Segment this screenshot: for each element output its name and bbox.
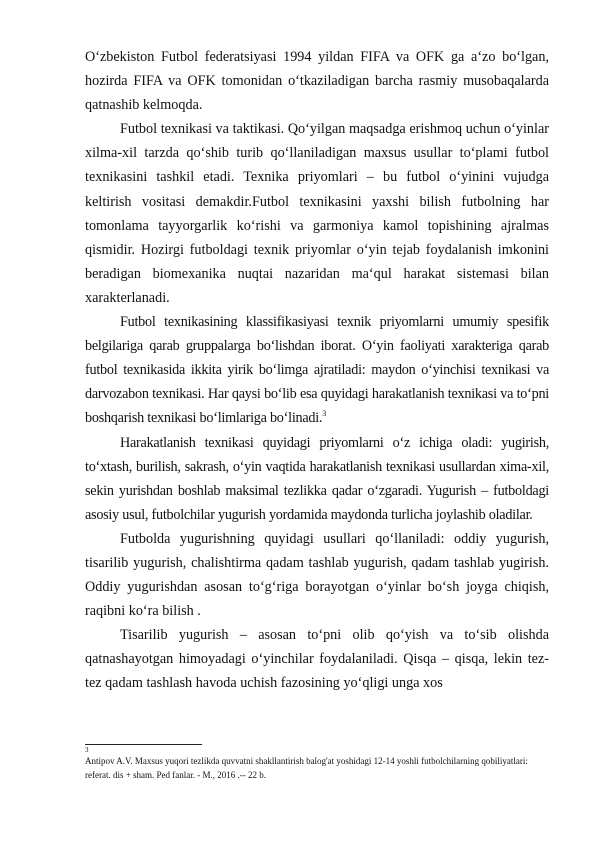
paragraph-2: Futbol texnikasi va taktikasi. Qo‘yilgan maqsadga erishmoq uchun o‘yinlar xilma-xil tarzda qo‘shib turib qo‘llaniladigan maxsus usullar to‘plami futbol texnikasini tashkil etadi. Texnika priyomlari – bu futbol o‘yinini vujudga keltirish vositasi demakdir.Futbol texnikasini yaxshi bilish futbolning har tomonlama tayyorgarlik ko‘rishi va garmoniya kamol topishining ajralmas qismidir. Hozirgi futboldagi texnik priyomlar o‘yin tejab foydalanish imkonini beradigan biomexanika nuqtai nazaridan ma‘qul harakat sistemasi bilan xarakterlanadi. [85, 121, 549, 306]
paragraph-6: Tisarilib yugurish – asosan to‘pni olib qo‘yish va to‘sib olishda qatnashayotgan himoyadagi o‘yinchilar foydalaniladi. Qisqa – qisqa, lekin tez-tez qadam tashlash havoda uchish fazosining yo‘qligi unga xos [85, 627, 549, 692]
paragraph-4: Harakatlanish texnikasi quyidagi priyomlarni o‘z ichiga oladi: yugirish, to‘xtash, burilish, sakrash, o‘yin vaqtida harakatlanish texnikasi usullardan xima-xil, sekin yurishdan boshlab maksimal tezlikka qadar o‘zgaradi. Yugurish – futboldagi asosiy usul, futbolchilar yugurish yordamida maydonda turlicha joylashib oladilar. [85, 434, 549, 523]
paragraph-1: O‘zbekiston Futbol federatsiyasi 1994 yildan FIFA va OFK ga a‘zo bo‘lgan, hozirda FIFA va OFK tomonidan o‘tkaziladigan barcha rasmiy musobaqalarda qatnashib kelmoqda. [85, 49, 549, 114]
footnote [85, 746, 549, 782]
footnote-text: Antipov A.V. Maxsus yuqori tezlikda quvvatni shakllantirish balog'at yoshidagi 12-14 yoshli futbolchilarning qobiliyatlari: referat. dis + sham. Ped fanlar. - M., 2016 .-- 22 b. [85, 756, 528, 780]
paragraph-3-text: Futbol texnikasining klassifikasiyasi texnik priyomlarni umumiy spesifik belgilariga qarab gruppalarga bo‘lishdan iborat. O‘yin faoliyati xarakteriga qarab futbol texnikasida ikkita yirik bo‘limga ajratiladi: maydon o‘yinchisi texnikasi va darvozabon texnikasi. Har qaysi bo‘lib esa quyidagi harakatlanish texnikasi va to‘pni boshqarish texnikasi bo‘limlariga bo‘linadi. [85, 314, 549, 427]
document-page [85, 45, 549, 696]
footnote-marker: 3 [85, 746, 89, 754]
paragraph-5: Futbolda yugurishning quyidagi usullari qo‘llaniladi: oddiy yugurish, tisarilib yugurish, chalishtirma qadam tashlab yugurish, qadam tashlab yugirish. Oddiy yugurishdan asosan to‘g‘riga borayotgan o‘yinlar bo‘sh joyga chiqish, raqibni ko‘ra bilish . [85, 530, 549, 620]
paragraph-3 [85, 310, 549, 430]
footnote-divider [85, 744, 202, 745]
footnote-reference[interactable]: 3 [322, 409, 326, 419]
